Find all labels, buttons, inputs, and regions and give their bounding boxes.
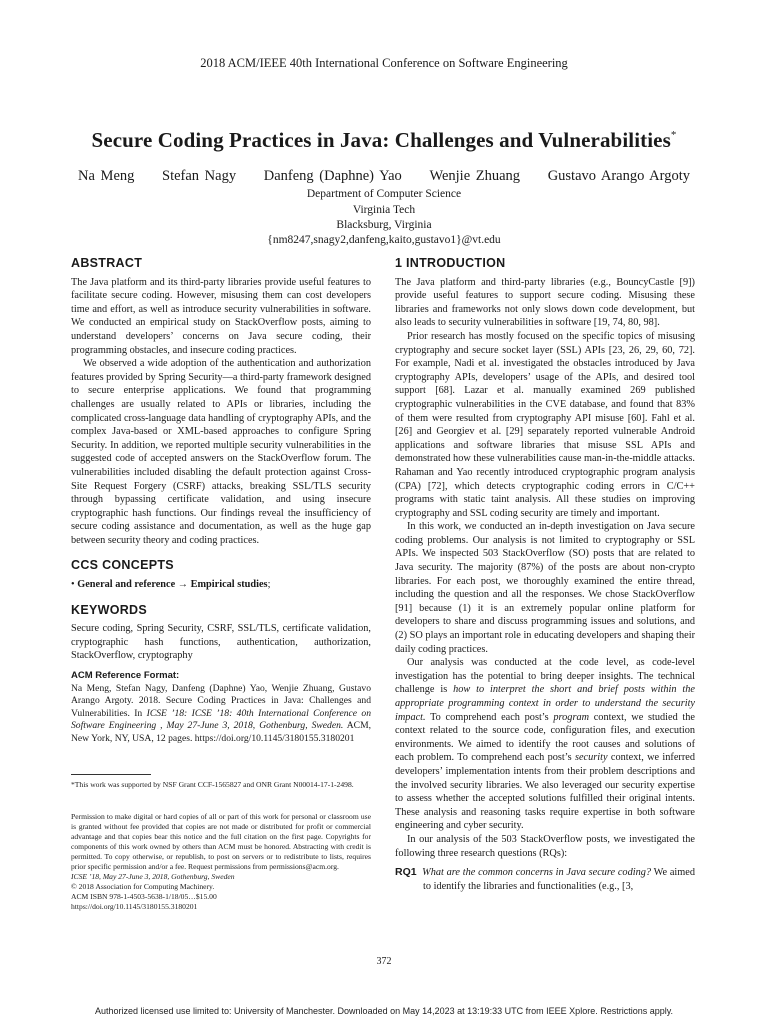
reference-venue: ICSE ’18: ICSE ’18: 40th International Conference on Software Engineering , May 27-June 3, 2018, Gothenburg, Sweden.	[71, 707, 372, 732]
affiliation-emails: {nm8247,snagy2,danfeng,kaito,gustavo1}@vt.edu	[267, 234, 501, 246]
emphasis: how to interpret the short and brief posts within the appropriate programming context in order to understand the security impact.	[395, 684, 696, 723]
intro-paragraph: The Java platform and third-party libraries (e.g., BouncyCastle [9]) provide useful features to support secure coding. Misusing these libraries and frameworks not only slows down code development, but also leads to security vulnerabilities in software [19, 74, 80, 98].	[395, 276, 695, 329]
text-run: Our analysis was conducted at the code level, as code-level investigation has the potential to bring deeper insights. The technical challenge is	[395, 657, 695, 696]
author: Na Meng	[78, 168, 135, 184]
author: Danfeng (Daphne) Yao	[263, 168, 402, 184]
conference-name: 2018 ACM/IEEE 40th International Conference on Software Engineering	[200, 56, 568, 70]
reference-format-heading: ACM Reference Format:	[71, 670, 180, 682]
text-run: To comprehend each post’s	[425, 711, 554, 723]
affiliation-university: Virginia Tech	[352, 204, 416, 216]
footnote: *This work was supported by NSF Grant CCF-1565827 and ONR Grant N00014-17-1-2498.	[71, 780, 354, 789]
introduction-heading: 1 INTRODUCTION	[395, 256, 506, 270]
permission-block	[71, 812, 371, 912]
publication-venue: ICSE ’18, May 27-June 3, 2018, Gothenburg, Sweden	[71, 872, 235, 881]
reference-format	[71, 683, 371, 746]
page-number: 372	[376, 956, 392, 967]
license-footer: Authorized licensed use limited to: University of Manchester. Downloaded on May 14,2023 at 13:19:33 UTC from IEEE Xplore. Restrictions apply.	[94, 1006, 674, 1016]
title-footnote-mark: *	[670, 129, 677, 141]
copyright: © 2018 Association for Computing Machinery.	[71, 882, 215, 891]
permission-text: Permission to make digital or hard copies of all or part of this work for personal or classroom use is granted without fee provided that copies are not made or distributed for profit or commercial advantage and that copies bear this notice and the full citation on the first page. Copyrights for components of this work owned by others than ACM must be honored. Abstracting with credit is permitted. To copy otherwise, or republish, to post on servers or to redistribute to lists, requires prior specific permission and/or a fee. Request permissions from permissions@acm.org.	[71, 812, 371, 871]
ccs-end: ;	[267, 579, 271, 591]
emphasis: security	[574, 752, 608, 764]
isbn: ACM ISBN 978-1-4503-5638-1/18/05…$15.00	[71, 892, 217, 901]
keywords-heading: KEYWORDS	[71, 602, 148, 617]
author: Wenjie Zhuang	[429, 168, 521, 184]
ccs-bullet: •	[71, 579, 75, 591]
intro-paragraph	[395, 656, 695, 833]
abstract-paragraph: We observed a wide adoption of the authentication and authorization features provided by Spring Security—a third-party framework designed to secure enterprise applications. We found that programming challenges are usually related to APIs or libraries, including the complicated cross-language data handling of cryptography APIs, and the complex Java-based or XML-based approaches to configure Spring Security. In addition, we reported multiple security vulnerabilities in the suggested code of accepted answers on the StackOverflow forum. The vulnerabilities included disabling the default protection against Cross-Site Request Forgery (CSRF) attacks, breaking SSL/TLS security through bypassing certificate validation, and using insecure cryptographic hash functions. Our findings reveal the insufficiency of secure coding assistance and documentation, as well as the huge gap between security theory and coding practices.	[71, 358, 371, 546]
paper-title	[0, 128, 768, 153]
author-list	[0, 168, 768, 185]
text-run: context, we studied the context related to the source code, configuration files, and execution environments. We aimed to identify the root causes and solutions of each problem. To comprehend each post’s	[395, 711, 696, 764]
ccs-text: General and reference → Empirical studies	[77, 579, 268, 591]
author: Gustavo Arango Argoty	[547, 168, 690, 184]
research-question-1	[395, 866, 695, 893]
intro-paragraph: In this work, we conducted an in-depth investigation on Java secure coding problems. Our analysis is not limited to cryptography or SSL APIs. We inspected 503 StackOverflow (SO) posts that are related to Java security. The majority (87%) of the posts are about non-crypto libraries. For each post, we thoroughly examined the entire thread, including the question and all the responses. We chose StackOverflow [91] because (1) it is an extremely popular online platform for developers to share and discuss programming issues and solutions, and (2) SO plays an important role in educating developers and shaping their daily coding practices.	[395, 521, 695, 655]
footnote-rule	[71, 774, 151, 775]
affiliation-department: Department of Computer Science	[306, 188, 462, 200]
abstract-paragraph: The Java platform and its third-party libraries provide useful features to facilitate secure coding. However, misusing them can cost developers time and effort, as well as introduce security vulnerabilities in software. We conducted an empirical study on StackOverflow posts, aiming to understand developers’ concerns on Java secure coding, their programming obstacles, and insecure coding practices.	[71, 276, 371, 356]
ccs-concept	[71, 578, 371, 592]
reference-authors: Na Meng, Stefan Nagy, Danfeng (Daphne) Yao, Wenjie Zhuang, Gustavo Arango Argoty. 2018. Secure Coding Practices in Java: Challenges and Vulnerabilities. In	[71, 682, 371, 719]
rq-text: We aimed to identify the libraries and functionalities (e.g., [3,	[423, 867, 696, 892]
right-column	[395, 257, 695, 893]
intro-paragraph: In our analysis of the 503 StackOverflow posts, we investigated the following three research questions (RQs):	[395, 833, 695, 859]
emphasis: program	[553, 711, 590, 723]
rq-label: RQ1	[395, 866, 417, 879]
left-column	[71, 257, 371, 746]
ccs-heading: CCS CONCEPTS	[71, 558, 174, 573]
doi: https://doi.org/10.1145/3180155.3180201	[71, 902, 198, 911]
rq-question: What are the common concerns in Java secure coding?	[422, 867, 652, 879]
text-run: context, we inferred developers’ implementation intents from their problem descriptions and the involved security libraries. We also leveraged our security expertise to assess whether the accepted solutions fulfilled their original intents. These analysis and reasoning tasks require expertise in both software engineering and cyber security.	[395, 752, 695, 832]
author: Stefan Nagy	[162, 168, 237, 184]
intro-paragraph: Prior research has mostly focused on the specific topics of misusing cryptography and secure socket layer (SSL) APIs [23, 26, 29, 60, 72]. For example, Nadi et al. investigated the obstacles introduced by Java cryptography APIs, developers’ usage of the APIs, and desired tool support [68]. Lazar et al. manually examined 269 published cryptographic vulnerabilities in the CVE database, and found that 83% of them were resulted from cryptography API misuse [60]. Fahl et al. [26] and Georgiev et al. [29] separately reported vulnerable Android applications and software libraries that misuse SSL APIs and demonstrated how these vulnerabilities cause man-in-the-middle attacks. Rahaman and Yao recently introduced cryptographic program analysis (CPA) [72], which detects cryptographic coding errors in C/C++ programs with static taint analysis. All these studies on improving cryptography and SSL coding security are timely and important.	[395, 330, 695, 519]
reference-tail: ACM, New York, NY, USA, 12 pages. https://doi.org/10.1145/3180155.3180201	[71, 720, 372, 744]
title-text: Secure Coding Practices in Java: Challenges and Vulnerabilities	[91, 128, 671, 152]
abstract-heading: ABSTRACT	[71, 256, 143, 270]
affiliation-city: Blacksburg, Virginia	[336, 219, 432, 231]
keywords-text: Secure coding, Spring Security, CSRF, SSL/TLS, certificate validation, cryptographic hash functions, authentication, authorization, StackOverflow, cryptography	[71, 623, 371, 662]
